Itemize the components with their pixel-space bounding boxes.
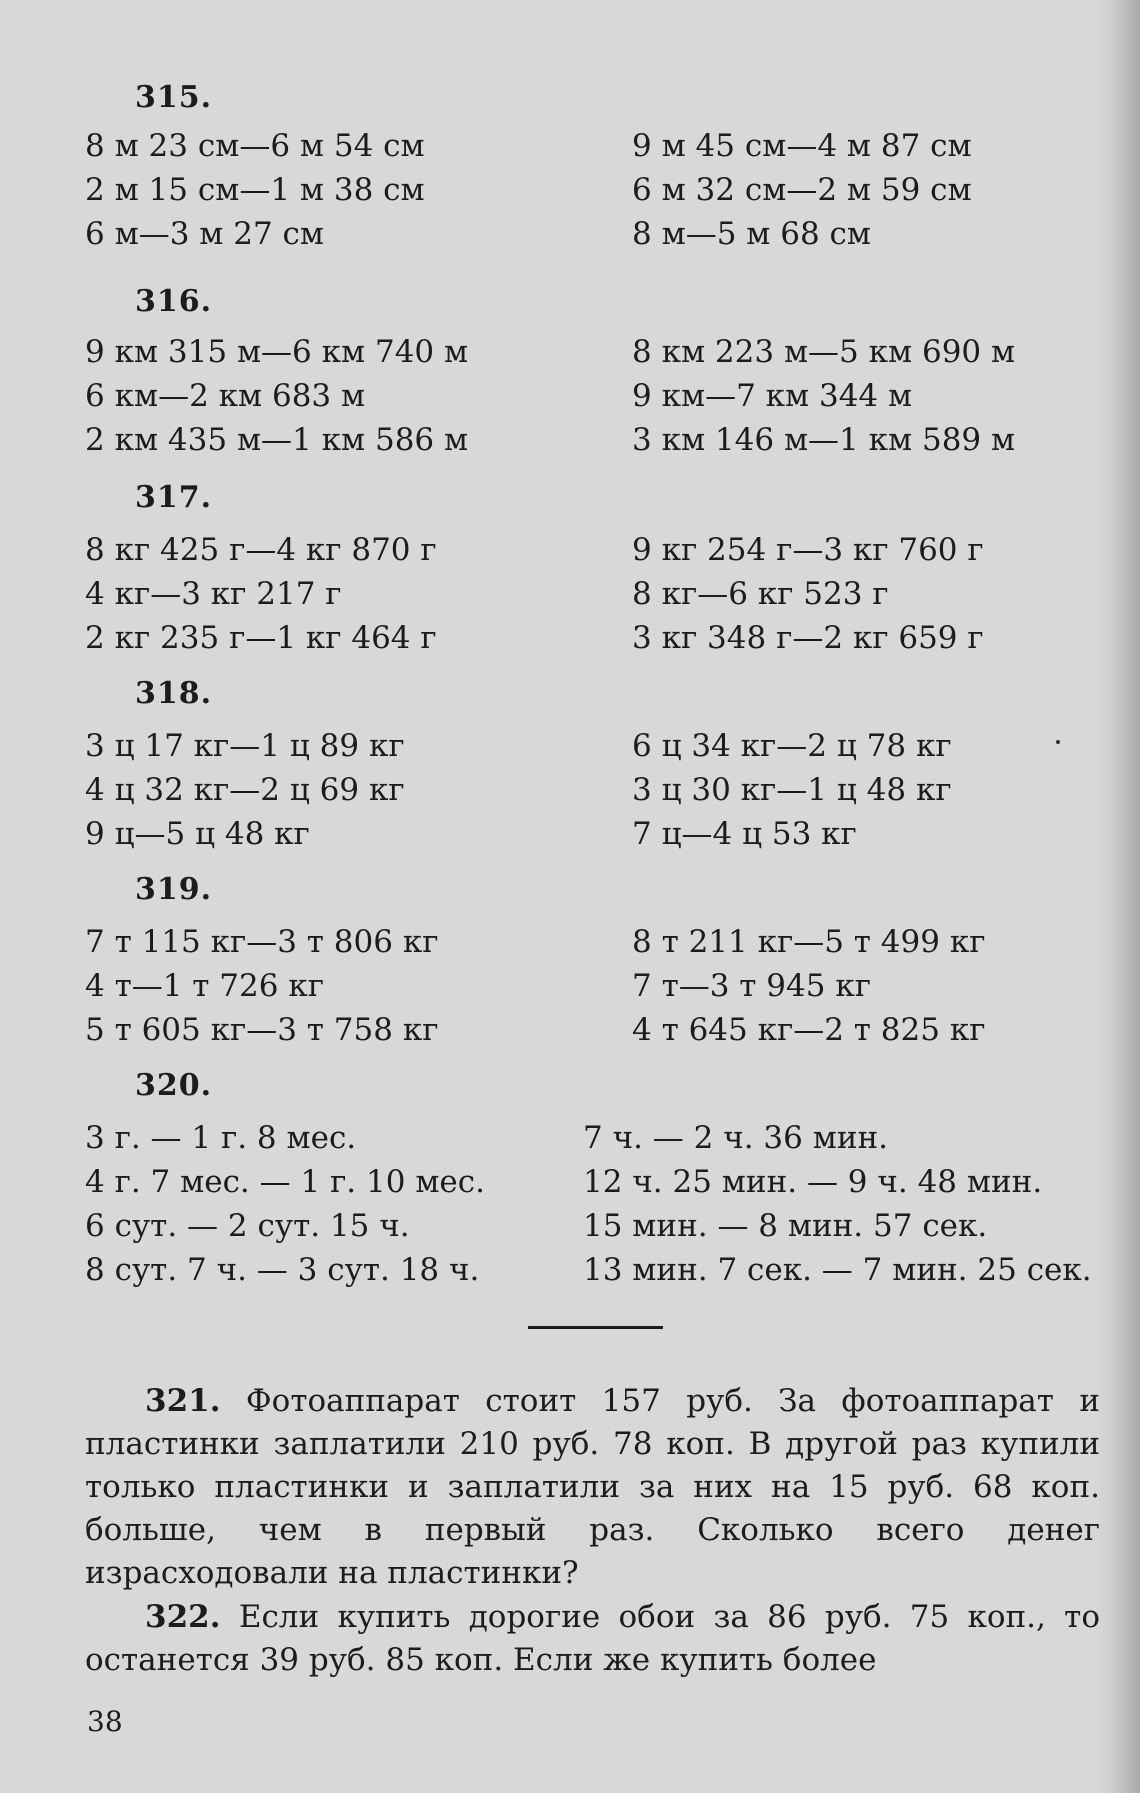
problem-number: 321. — [145, 1383, 221, 1419]
expression: 8 км 223 м—5 км 690 м — [632, 334, 1016, 370]
expression: 6 м—3 м 27 см — [85, 216, 325, 252]
right-column — [632, 330, 1140, 462]
expression: 7 т—3 т 945 кг — [632, 968, 871, 1004]
left-column — [85, 920, 605, 1052]
expression: 8 м—5 м 68 см — [632, 216, 872, 252]
expression: 4 г. 7 мес. — 1 г. 10 мес. — [85, 1164, 485, 1200]
expression: 12 ч. 25 мин. — 9 ч. 48 мин. — [583, 1164, 1043, 1200]
expression: 3 ц 17 кг—1 ц 89 кг — [85, 728, 405, 764]
expression: 4 кг—3 кг 217 г — [85, 576, 342, 612]
expression: 7 т 115 кг—3 т 806 кг — [85, 924, 439, 960]
expression: 7 ч. — 2 ч. 36 мин. — [583, 1120, 889, 1156]
right-column — [632, 124, 1140, 256]
page-number: 38 — [87, 1705, 123, 1738]
expression: 9 км—7 км 344 м — [632, 378, 913, 414]
expression: 9 км 315 м—6 км 740 м — [85, 334, 469, 370]
section-number: 320. — [135, 1068, 213, 1103]
left-column — [85, 330, 605, 462]
page-edge-shadow — [1094, 0, 1140, 1793]
problem-text: Если купить дорогие обои за 86 руб. 75 коп., то останется 39 руб. 85 коп. Если же купить более — [85, 1599, 1100, 1678]
word-problem — [85, 1380, 1100, 1595]
expression: 4 ц 32 кг—2 ц 69 кг — [85, 772, 405, 808]
expression: 8 кг—6 кг 523 г — [632, 576, 889, 612]
expression: 9 ц—5 ц 48 кг — [85, 816, 310, 852]
print-speck — [1056, 740, 1060, 744]
expression: 3 г. — 1 г. 8 мес. — [85, 1120, 357, 1156]
expression: 9 кг 254 г—3 кг 760 г — [632, 532, 984, 568]
expression: 15 мин. — 8 мин. 57 сек. — [583, 1208, 988, 1244]
right-column — [632, 528, 1140, 660]
problem-number: 322. — [145, 1599, 221, 1635]
expression: 7 ц—4 ц 53 кг — [632, 816, 857, 852]
right-column — [632, 724, 1140, 856]
expression: 3 ц 30 кг—1 ц 48 кг — [632, 772, 952, 808]
right-column — [632, 920, 1140, 1052]
section-divider — [528, 1326, 663, 1329]
problem-text: Фотоаппарат стоит 157 руб. За фотоаппарат и пластинки заплатили 210 руб. 78 коп. В другой раз купили только пластинки и заплатили за них на 15 руб. 68 коп. больше, чем в первый раз. Сколько всего денег израсходовали на пластинки? — [85, 1383, 1100, 1591]
expression: 13 мин. 7 сек. — 7 мин. 25 сек. — [583, 1252, 1092, 1288]
expression: 6 км—2 км 683 м — [85, 378, 366, 414]
expression: 2 км 435 м—1 км 586 м — [85, 422, 469, 458]
expression: 3 км 146 м—1 км 589 м — [632, 422, 1016, 458]
section-number: 317. — [135, 480, 213, 515]
expression: 2 м 15 см—1 м 38 см — [85, 172, 425, 208]
left-column — [85, 1116, 605, 1292]
expression: 8 м 23 см—6 м 54 см — [85, 128, 425, 164]
expression: 3 кг 348 г—2 кг 659 г — [632, 620, 984, 656]
left-column — [85, 528, 605, 660]
word-problem — [85, 1596, 1100, 1682]
section-number: 319. — [135, 872, 213, 907]
expression: 6 ц 34 кг—2 ц 78 кг — [632, 728, 952, 764]
expression: 8 сут. 7 ч. — 3 сут. 18 ч. — [85, 1252, 480, 1288]
expression: 4 т 645 кг—2 т 825 кг — [632, 1012, 986, 1048]
left-column — [85, 124, 605, 256]
expression: 4 т—1 т 726 кг — [85, 968, 324, 1004]
left-column — [85, 724, 605, 856]
expression: 8 т 211 кг—5 т 499 кг — [632, 924, 986, 960]
expression: 8 кг 425 г—4 кг 870 г — [85, 532, 437, 568]
right-column — [583, 1116, 1103, 1292]
section-number: 315. — [135, 80, 213, 115]
expression: 6 м 32 см—2 м 59 см — [632, 172, 972, 208]
section-number: 318. — [135, 676, 213, 711]
expression: 9 м 45 см—4 м 87 см — [632, 128, 972, 164]
section-number: 316. — [135, 284, 213, 319]
expression: 2 кг 235 г—1 кг 464 г — [85, 620, 437, 656]
expression: 5 т 605 кг—3 т 758 кг — [85, 1012, 439, 1048]
expression: 6 сут. — 2 сут. 15 ч. — [85, 1208, 410, 1244]
